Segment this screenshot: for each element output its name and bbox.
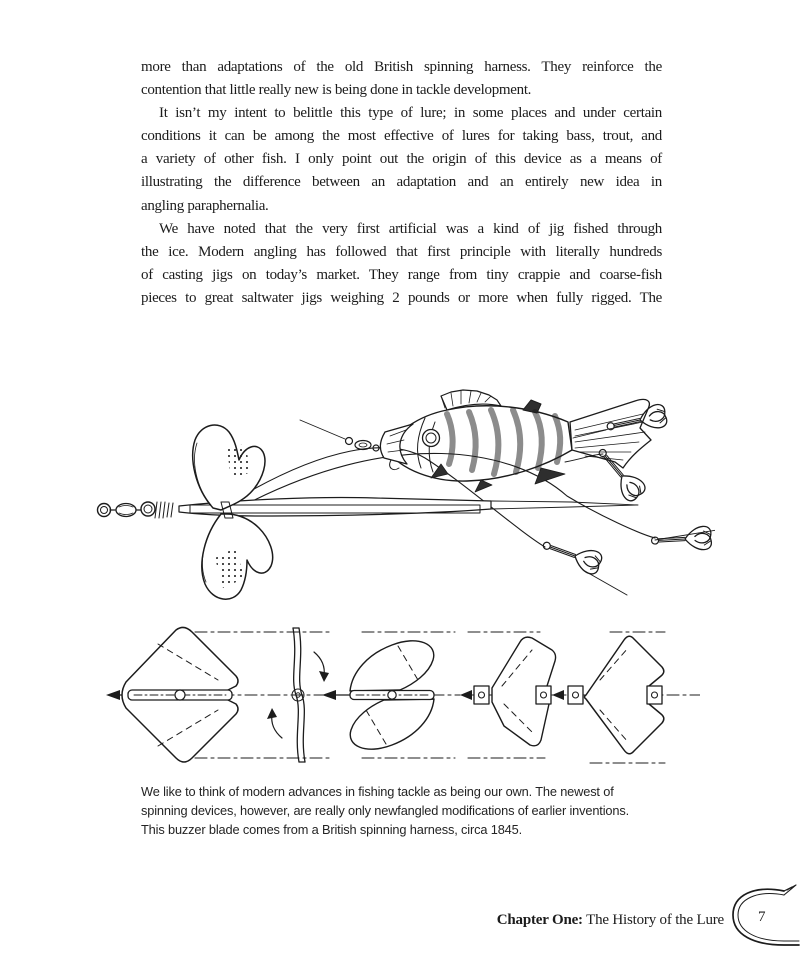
figure-caption — [141, 782, 686, 839]
middle-treble-hook — [540, 534, 604, 576]
body-line: We have noted that the very first artificial was a kind of jig fished through — [159, 220, 662, 237]
paragraph — [141, 102, 662, 217]
caption-line: This buzzer blade comes from a British spinning harness, circa 1845. — [141, 822, 522, 837]
running-footer — [497, 912, 724, 929]
body-line: angling paraphernalia. — [141, 197, 269, 214]
body-line: pieces to great saltwater jigs weighing 2 pounds or more when fully rigged. The — [141, 289, 662, 306]
caption-line: spinning devices, however, are really only newfangled modifications of earlier inventions. — [141, 803, 629, 818]
right-treble-hook — [651, 526, 712, 552]
fish-leader-swivel — [300, 420, 386, 451]
body-line: the ice. Modern angling has followed that first principle with literally hundreds — [141, 243, 662, 260]
body-line: more than adaptations of the old British spinning harness. They reinforce the — [141, 59, 662, 75]
stage-4-blade — [552, 636, 664, 754]
chapter-title: The History of the Lure — [582, 912, 724, 928]
caption-line: We like to think of modern advances in fishing tackle as being our own. The newest of — [141, 784, 614, 799]
buzzer-blade-rotation-stages-diagram — [100, 618, 700, 778]
stage-1-blade — [106, 627, 329, 762]
body-text — [141, 56, 662, 310]
stage-2-blade — [322, 641, 434, 749]
body-line: a variety of other fish. I only point out the origin of this device as a means of — [141, 151, 662, 168]
body-line: conditions it can be among the most effective of lures for taking bass, trout, and — [141, 128, 662, 145]
paragraph — [141, 218, 662, 310]
stage-3-blade — [460, 637, 556, 746]
paragraph — [141, 56, 662, 102]
body-line: It isn’t my intent to belittle this type of lure; in some places and under certain — [159, 105, 662, 122]
body-line: of casting jigs on today’s market. They range from tiny crappie and coarse-fish — [141, 266, 662, 283]
fish-drawing — [380, 390, 651, 492]
body-line: contention that little really new is being done in tackle development. — [141, 82, 532, 99]
page-number: 7 — [758, 909, 766, 925]
chapter-label: Chapter One: — [496, 912, 583, 928]
body-line: illustrating the difference between an adaptation and an entirely new idea in — [141, 174, 662, 191]
fish-and-spinning-harness-illustration — [95, 388, 715, 618]
